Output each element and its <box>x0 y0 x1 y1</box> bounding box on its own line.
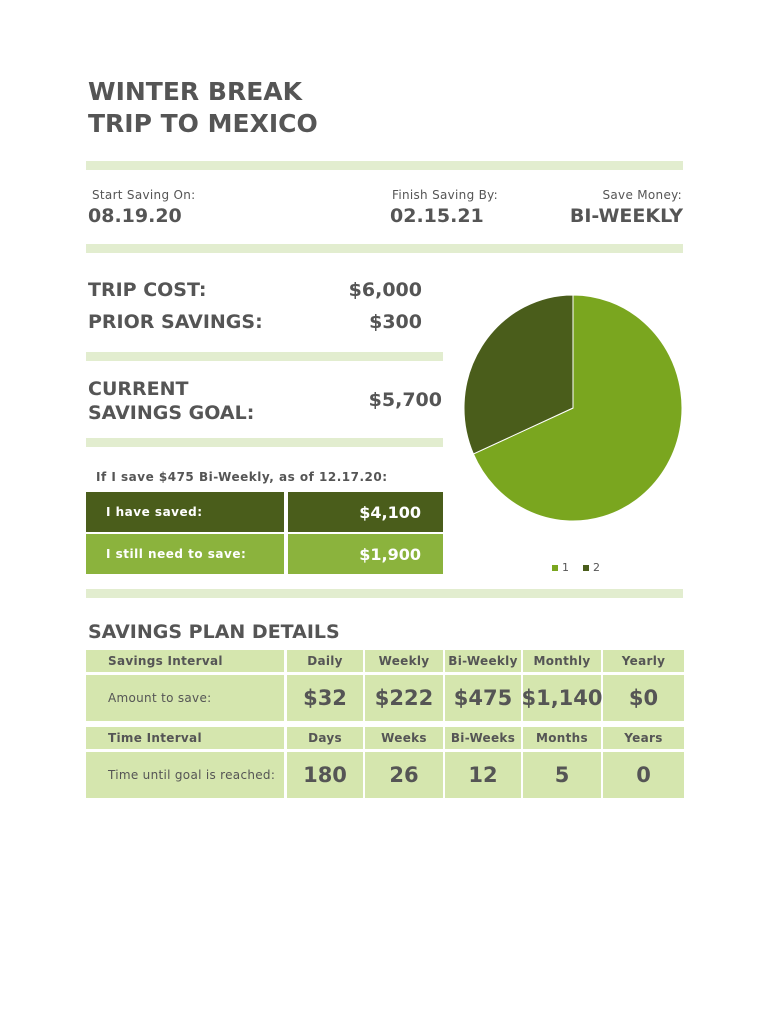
time-unit-cell: Months <box>523 727 601 749</box>
goal-label-line-1: CURRENT <box>88 378 189 400</box>
title-line-2: TRIP TO MEXICO <box>88 109 318 138</box>
amount-cell: $32 <box>287 675 363 721</box>
savings-pie-chart <box>460 292 686 526</box>
time-unit-cell: Bi-Weeks <box>445 727 521 749</box>
saved-value: $4,100 <box>288 492 443 532</box>
section-title: SAVINGS PLAN DETAILS <box>88 621 340 643</box>
time-value-cell: 12 <box>445 752 521 798</box>
goal-label <box>88 377 254 425</box>
finish-date: 02.15.21 <box>390 205 484 227</box>
divider <box>86 244 683 253</box>
time-value-cell: 0 <box>603 752 684 798</box>
start-date: 08.19.20 <box>88 205 182 227</box>
legend-swatch <box>552 565 558 571</box>
time-unit-row-label: Time Interval <box>86 727 284 749</box>
amount-row-label: Amount to save: <box>86 675 284 721</box>
savings-plan-table <box>86 650 684 796</box>
goal-value: $5,700 <box>368 389 442 411</box>
divider <box>86 352 443 361</box>
remaining-label: I still need to save: <box>106 547 247 561</box>
start-label: Start Saving On: <box>92 188 196 202</box>
page-title <box>88 76 318 140</box>
frequency-label: Save Money: <box>602 188 682 202</box>
frequency-value: BI-WEEKLY <box>569 205 683 227</box>
title-line-1: WINTER BREAK <box>88 77 302 106</box>
time-value-cell: 26 <box>365 752 443 798</box>
prior-savings-label: PRIOR SAVINGS: <box>88 311 263 333</box>
prior-savings-value: $300 <box>369 311 422 333</box>
divider <box>86 161 683 170</box>
amount-cell: $475 <box>445 675 521 721</box>
chart-legend <box>552 561 600 574</box>
interval-cell: Bi-Weekly <box>445 650 521 672</box>
legend-swatch <box>583 565 589 571</box>
finish-label: Finish Saving By: <box>392 188 499 202</box>
goal-label-line-2: SAVINGS GOAL: <box>88 402 255 424</box>
time-value-row-label: Time until goal is reached: <box>86 752 284 798</box>
interval-cell: Monthly <box>523 650 601 672</box>
time-value-cell: 180 <box>287 752 363 798</box>
divider <box>86 438 443 447</box>
saved-label-box <box>86 492 284 532</box>
remaining-label-box <box>86 534 284 574</box>
amount-cell: $1,140 <box>523 675 601 721</box>
legend-label: 1 <box>562 561 569 574</box>
status-line: If I save $475 Bi-Weekly, as of 12.17.20: <box>96 470 388 484</box>
time-unit-cell: Days <box>287 727 363 749</box>
trip-cost-value: $6,000 <box>348 279 422 301</box>
interval-cell: Weekly <box>365 650 443 672</box>
time-unit-cell: Years <box>603 727 684 749</box>
remaining-value: $1,900 <box>288 534 443 574</box>
time-unit-cell: Weeks <box>365 727 443 749</box>
divider <box>86 589 683 598</box>
interval-row-label: Savings Interval <box>86 650 284 672</box>
trip-cost-label: TRIP COST: <box>88 279 207 301</box>
interval-cell: Yearly <box>603 650 684 672</box>
interval-cell: Daily <box>287 650 363 672</box>
legend-label: 2 <box>593 561 600 574</box>
amount-cell: $0 <box>603 675 684 721</box>
amount-cell: $222 <box>365 675 443 721</box>
saved-label: I have saved: <box>106 505 203 519</box>
time-value-cell: 5 <box>523 752 601 798</box>
